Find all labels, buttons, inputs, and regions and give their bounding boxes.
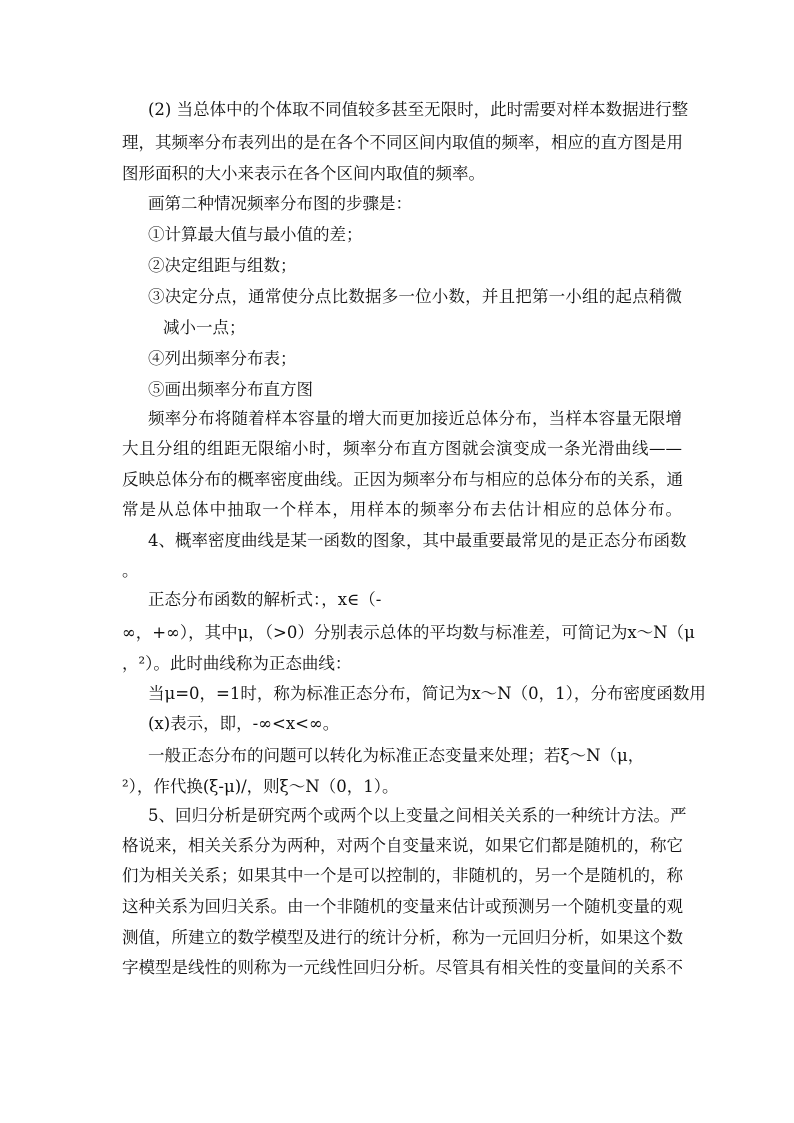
text-line: ，²）。此时曲线称为正态曲线： [122, 654, 352, 673]
list-item: ①计算最大值与最小值的差； [148, 225, 363, 244]
text-line: 4、概率密度曲线是某一函数的图象，其中最重要最常见的是正态分布函数 [148, 531, 687, 550]
text-line: 图形面积的大小来表示在各个区间内取值的频率。 [122, 164, 485, 183]
list-item: ④列出频率分布表； [148, 349, 297, 368]
text-line: 当μ=0，=1时，称为标准正态分布，简记为x～N（0，1），分布密度函数用 [148, 684, 706, 703]
text-line: 正态分布函数的解析式：，x∈（- [148, 590, 382, 609]
text-line: 5、回归分析是研究两个或两个以上变量之间相关关系的一种统计方法。严 [148, 806, 687, 825]
text-line: 理，其频率分布表列出的是在各个不同区间内取值的频率，相应的直方图是用 [122, 133, 683, 152]
text-line: 测值，所建立的数学模型及进行的统计分析，称为一元回归分析，如果这个数 [122, 928, 683, 947]
list-item-continuation: 减小一点； [163, 318, 246, 337]
text-line: 字模型是线性的则称为一元线性回归分析。尽管具有相关性的变量间的关系不 [122, 958, 683, 977]
text-line: 画第二种情况频率分布图的步骤是： [148, 194, 412, 213]
text-line: 。 [122, 561, 139, 580]
text-line: (2) 当总体中的个体取不同值较多甚至无限时，此时需要对样本数据进行整 [148, 100, 689, 119]
text-line: 大且分组的组距无限缩小时，频率分布直方图就会演变成一条光滑曲线—— [122, 439, 682, 458]
list-item: ⑤画出频率分布直方图 [148, 380, 313, 399]
text-line: 常是从总体中抽取一个样本，用样本的频率分布去估计相应的总体分布。 [122, 500, 682, 519]
text-line: 格说来，相关关系分为两种，对两个自变量来说，如果它们都是随机的，称它 [122, 836, 683, 855]
text-line: 反映总体分布的概率密度曲线。正因为频率分布与相应的总体分布的关系，通 [122, 470, 683, 489]
text-line: ²），作代换(ξ-μ)/，则ξ～N（0，1）。 [122, 777, 399, 796]
text-line: 一般正态分布的问题可以转化为标准正态变量来处理；若ξ～N（μ， [148, 746, 645, 765]
text-line: (x)表示，即，-∞<x<∞。 [148, 714, 340, 733]
text-line: 这种关系为回归关系。由一个非随机的变量来估计或预测另一个随机变量的观 [122, 897, 683, 916]
text-line: 频率分布将随着样本容量的增大而更加接近总体分布，当样本容量无限增 [148, 409, 682, 428]
list-item: ②决定组距与组数； [148, 256, 297, 275]
list-item: ③决定分点，通常使分点比数据多一位小数，并且把第一小组的起点稍微 [148, 287, 682, 306]
text-line: 们为相关关系；如果其中一个是可以控制的，非随机的，另一个是随机的，称 [122, 866, 683, 885]
text-line: ∞，+∞），其中μ，（>0）分别表示总体的平均数与标准差，可简记为x～N（μ [122, 623, 695, 642]
